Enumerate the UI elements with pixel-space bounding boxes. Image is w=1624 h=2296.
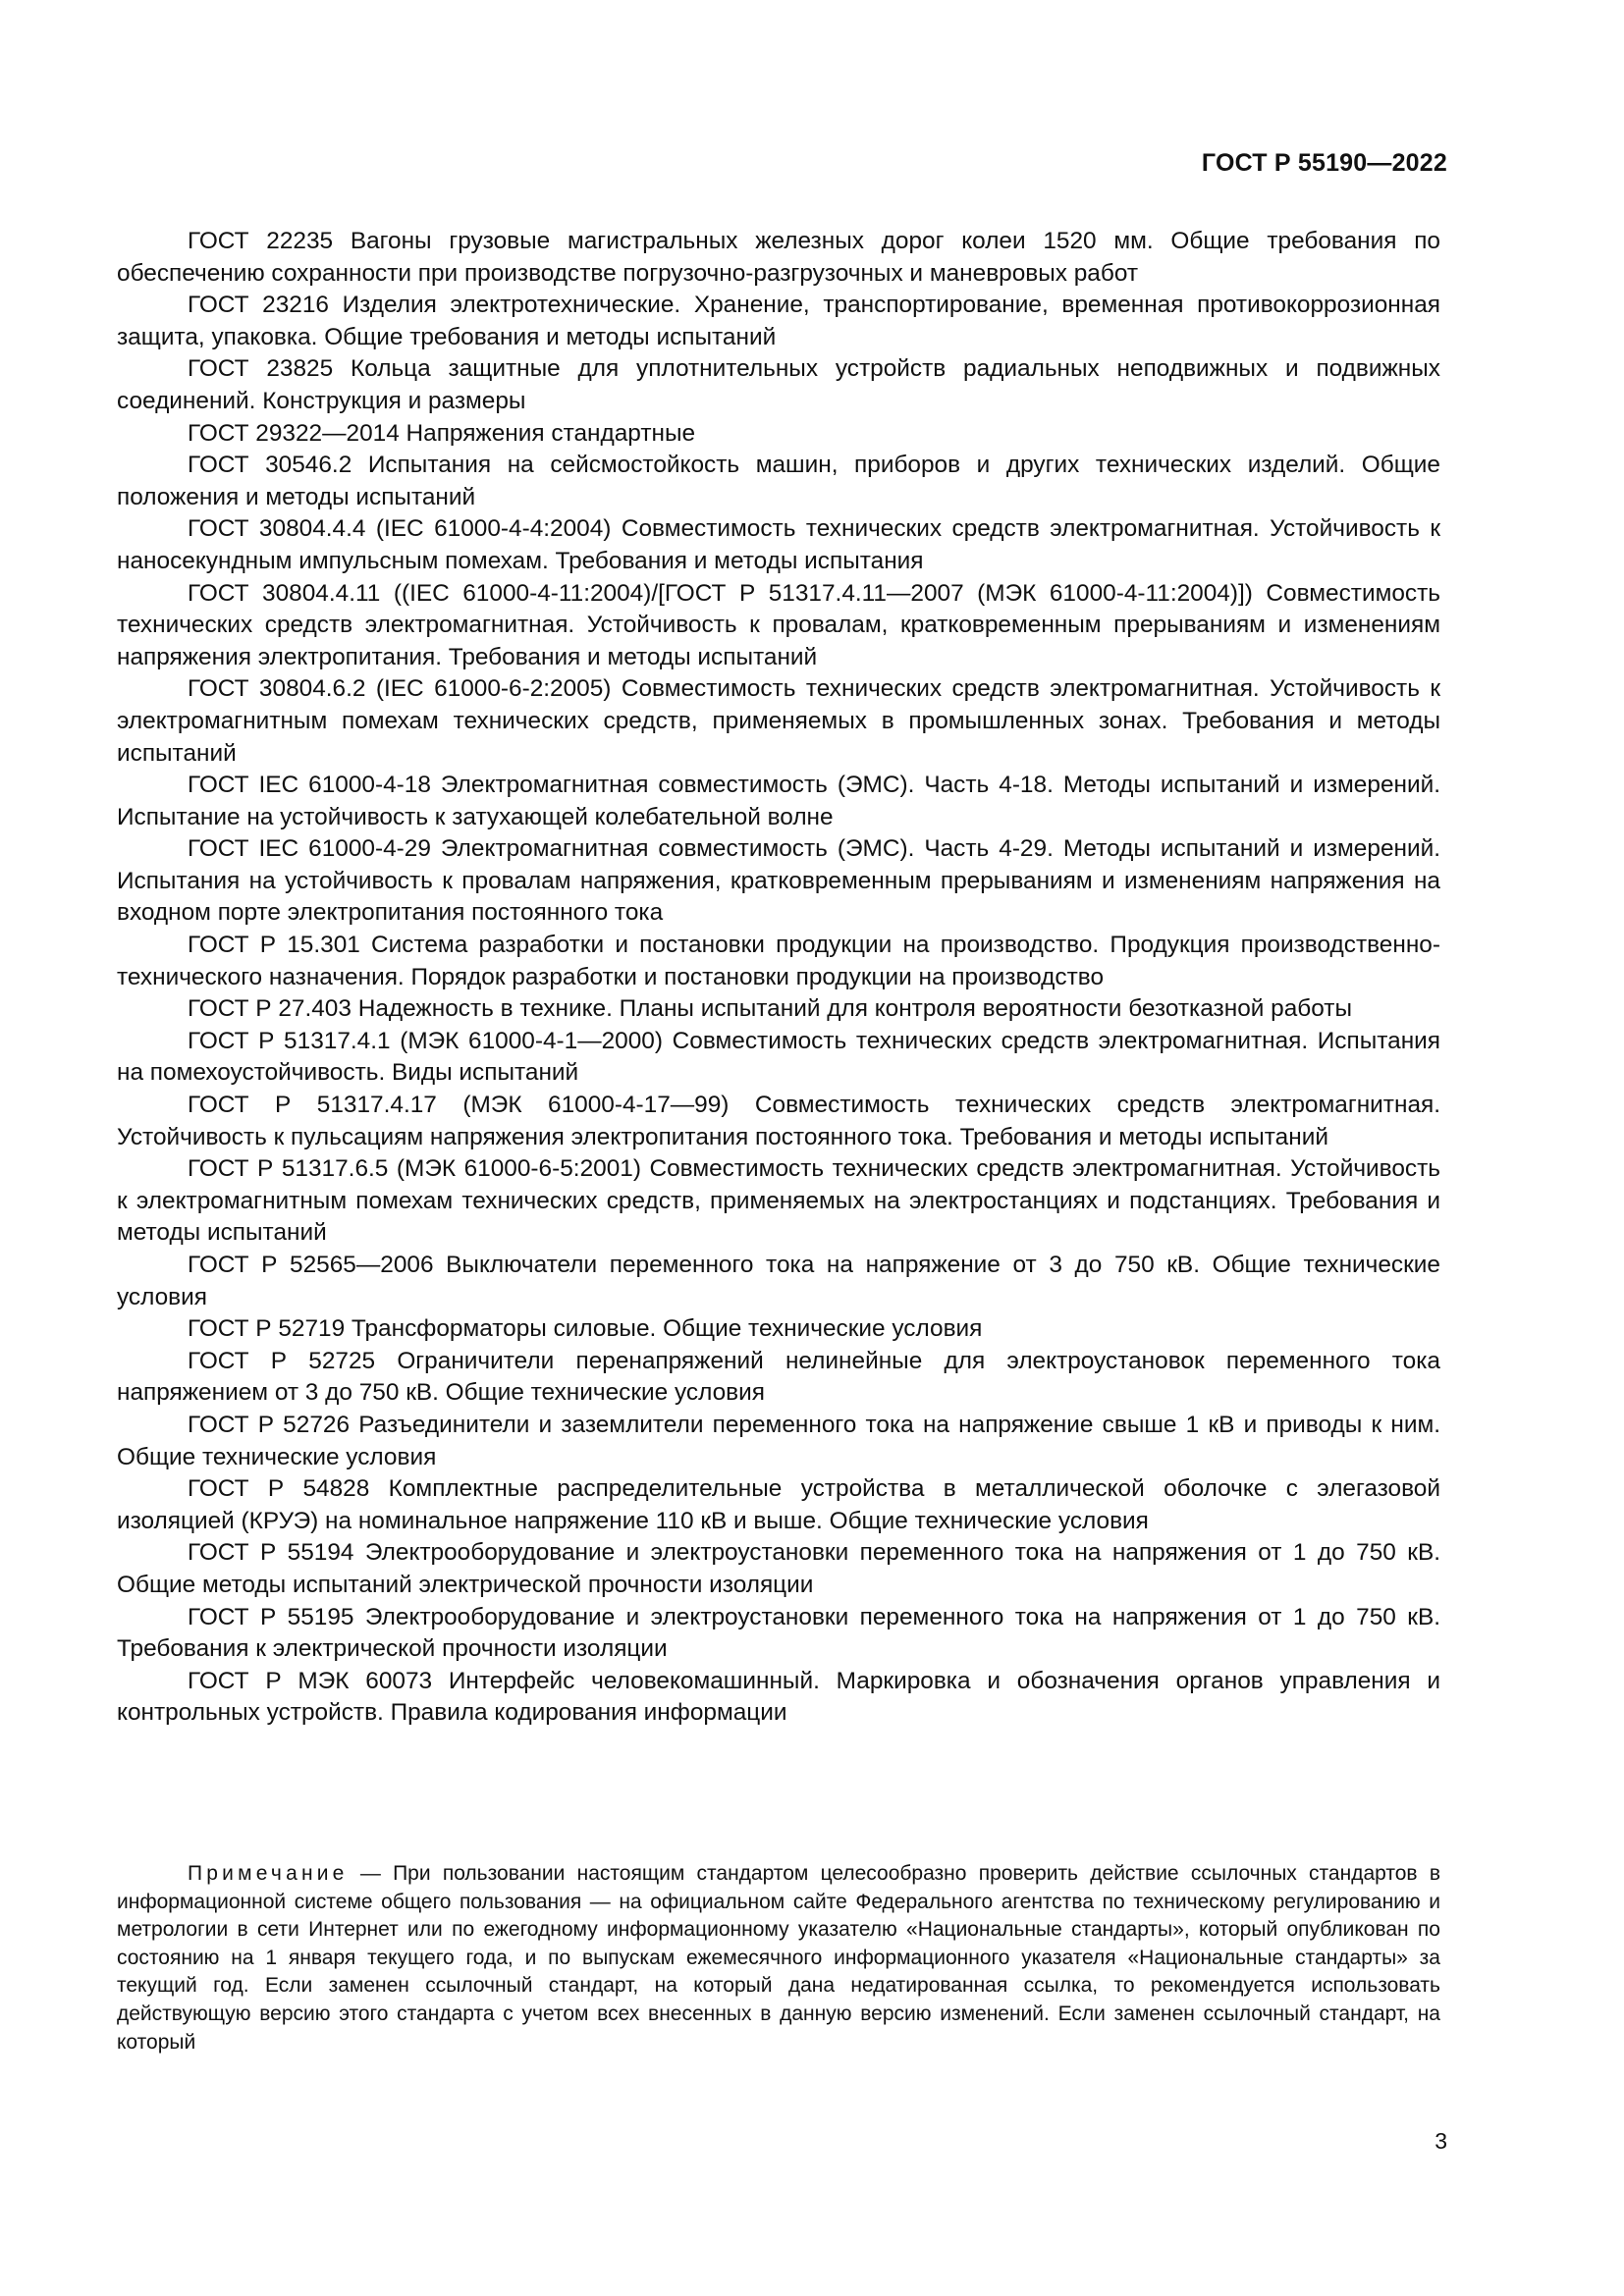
reference-item: ГОСТ Р 27.403 Надежность в технике. Планы испытаний для контроля вероятности безотказной работы (188, 995, 1352, 1023)
reference-item: ГОСТ Р 51317.4.17 (МЭК 61000-4-17—99) Совместимость технических средств электромагнитная. Устойчивость к пульсациям напряжения электропитания постоянного тока. Требования и методы испытаний (117, 1092, 1440, 1150)
reference-item: ГОСТ Р 52725 Ограничители перенапряжений нелинейные для электроустановок переменного тока напряжением от 3 до 750 кВ. Общие технические условия (117, 1347, 1440, 1407)
page-number: 3 (1435, 2128, 1447, 2154)
reference-item: ГОСТ Р 52719 Трансформаторы силовые. Общие технические условия (188, 1315, 983, 1343)
reference-item: ГОСТ Р 15.301 Система разработки и постановки продукции на производство. Продукция производственно-технического назначения. Порядок разработки и постановки продукции на производство (117, 932, 1440, 990)
reference-item: ГОСТ 29322—2014 Напряжения стандартные (188, 419, 696, 447)
note-paragraph (117, 1860, 1440, 2056)
reference-item: ГОСТ Р 55195 Электрооборудование и электроустановки переменного тока на напряжения от 1 до 750 кВ. Требования к электрической прочности изоляции (117, 1603, 1440, 1663)
reference-item: ГОСТ IEC 61000-4-18 Электромагнитная совместимость (ЭМС). Часть 4-18. Методы испытаний и измерений. Испытание на устойчивость к затухающей колебательной волне (117, 772, 1440, 830)
reference-item: ГОСТ Р 54828 Комплектные распределительные устройства в металлической оболочке с элегазовой изоляцией (КРУЭ) на номинальное напряжение 110 кВ и выше. Общие технические условия (117, 1475, 1440, 1534)
reference-item: ГОСТ 23216 Изделия электротехнические. Хранение, транспортирование, временная противокоррозионная защита, упаковка. Общие требования и методы испытаний (117, 292, 1440, 350)
note-text: — При пользовании настоящим стандартом целесообразно проверить действие ссылочных стандартов в информационной системе общего пользования — на официальном сайте Федерального агентства по техническому регулированию и метрологии в сети Интернет или по ежегодному информационному указателю «Национальные стандарты», который опубликован по состоянию на 1 января текущего года, и по выпускам ежемесячного информационного указателя «Национальные стандарты» за текущий год. Если заменен ссылочный стандарт, на который дана недатированная ссылка, то рекомендуется использовать действующую версию этого стандарта с учетом всех внесенных в данную версию изменений. Если заменен ссылочный стандарт, на который (117, 1862, 1440, 2054)
reference-item: ГОСТ Р МЭК 60073 Интерфейс человекомашинный. Маркировка и обозначения органов управления и контрольных устройств. Правила кодирования информации (117, 1667, 1440, 1727)
reference-item: ГОСТ 30804.6.2 (IEC 61000-6-2:2005) Совместимость технических средств электромагнитная. Устойчивость к электромагнитным помехам технических средств, применяемых в промышленных зонах. Требования и методы испытаний (117, 675, 1440, 767)
note-label: Примечание (188, 1862, 349, 1885)
document-code-header: ГОСТ Р 55190—2022 (1201, 149, 1447, 177)
reference-item: ГОСТ Р 51317.6.5 (МЭК 61000-6-5:2001) Совместимость технических средств электромагнитная. Устойчивость к электромагнитным помехам технических средств, применяемых на электростанциях и подстанциях. Требования и методы испытаний (117, 1155, 1440, 1247)
reference-item: ГОСТ Р 52565—2006 Выключатели переменного тока на напряжение от 3 до 750 кВ. Общие технические условия (117, 1252, 1440, 1310)
reference-item: ГОСТ Р 52726 Разъединители и заземлители переменного тока на напряжение свыше 1 кВ и приводы к ним. Общие технические условия (117, 1411, 1440, 1470)
reference-item: ГОСТ 23825 Кольца защитные для уплотнительных устройств радиальных неподвижных и подвижных соединений. Конструкция и размеры (117, 355, 1440, 414)
reference-item: ГОСТ 30804.4.11 ((IEC 61000-4-11:2004)/[ГОСТ Р 51317.4.11—2007 (МЭК 61000-4-11:2004)]) Совместимость технических средств электромагнитная. Устойчивость к провалам, кратковременным прерываниям и изменениям напряжения электропитания. Требования и методы испытаний (117, 579, 1440, 670)
reference-item: ГОСТ 22235 Вагоны грузовые магистральных железных дорог колеи 1520 мм. Общие требования по обеспечению сохранности при производстве погрузочно-разгрузочных и маневровых работ (117, 228, 1440, 287)
reference-item: ГОСТ Р 51317.4.1 (МЭК 61000-4-1—2000) Совместимость технических средств электромагнитная. Испытания на помехоустойчивость. Виды испытаний (117, 1027, 1440, 1087)
reference-item: ГОСТ 30546.2 Испытания на сейсмостойкость машин, приборов и других технических изделий. Общие положения и методы испытаний (117, 452, 1440, 510)
reference-item: ГОСТ 30804.4.4 (IEC 61000-4-4:2004) Совместимость технических средств электромагнитная. Устойчивость к наносекундным импульсным помехам. Требования и методы испытания (117, 515, 1440, 574)
reference-item: ГОСТ IEC 61000-4-29 Электромагнитная совместимость (ЭМС). Часть 4-29. Методы испытаний и измерений. Испытания на устойчивость к провалам напряжения, кратковременным прерываниям и изменениям напряжения на входном порте электропитания постоянного тока (117, 835, 1440, 927)
normative-references-list (117, 226, 1440, 1730)
reference-item: ГОСТ Р 55194 Электрооборудование и электроустановки переменного тока на напряжения от 1 до 750 кВ. Общие методы испытаний электрической прочности изоляции (117, 1539, 1440, 1598)
